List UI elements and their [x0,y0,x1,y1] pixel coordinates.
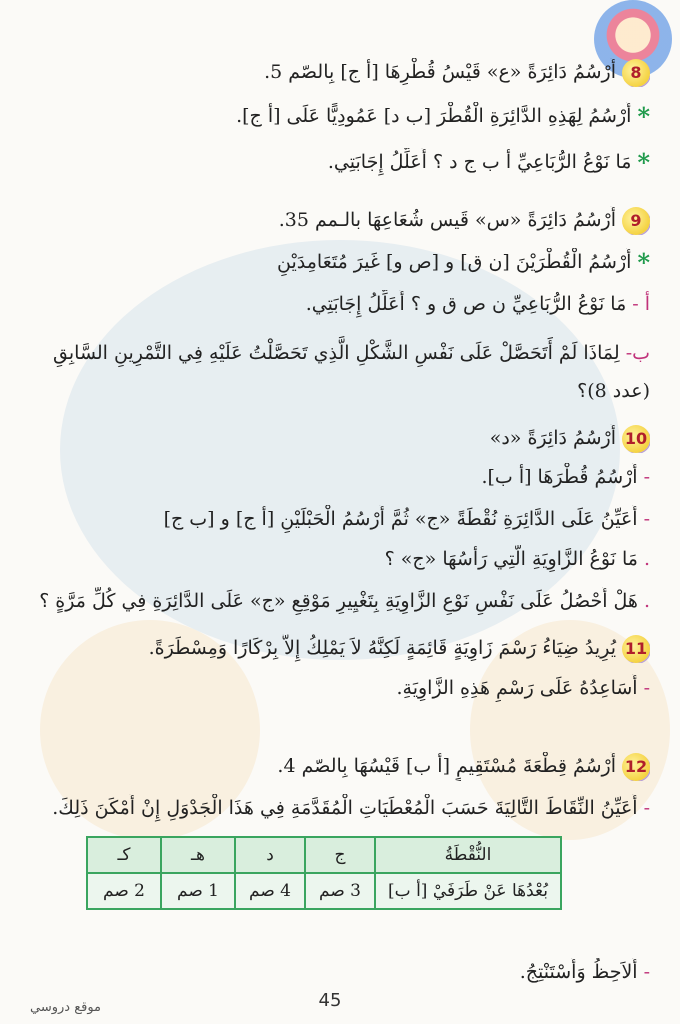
exercise-12 [20,752,650,781]
dash-bullet: - [643,961,650,983]
exercise-8-item-text: مَا نَوْعُ الرُّبَاعِيِّ أ ب ج د ؟ أُعَلِّلُ إِجَابَتِي. [327,151,632,173]
dash-bullet: - [643,466,650,488]
exercise-9-part-b [20,334,650,410]
dash-bullet: - [643,797,650,819]
item-text: أَرْسُمُ قُطْرَهَا [أ ب]. [481,466,638,488]
table-row [87,873,561,909]
site-watermark: موقع دروسي [30,1000,102,1015]
part-label: أ - [632,293,650,315]
exercise-10-item [20,545,650,573]
part-text: مَا نَوْعُ الرُّبَاعِيِّ ن ص ق و ؟ أُعَلِّلُ إِجَابَتِي. [305,293,627,315]
exercise-10-item [20,505,650,533]
table-cell: بُعْدُهَا عَنْ طَرَفَيْ [أ ب] [375,873,561,909]
exercise-number-badge: 12 [622,753,650,781]
page-number: 45 [318,990,342,1011]
points-table [86,836,562,910]
table-cell: ج [305,837,375,873]
item-text: مَا نَوْعُ الزَّاوِيَةِ الَّتِي رَأْسُهَا «ج» ؟ [384,548,638,570]
exercise-9 [20,206,650,235]
dash-bullet: . [643,548,650,570]
exercise-10-text: أَرْسُمُ دَائِرَةً «د» [489,427,616,449]
exercise-number-badge: 8 [622,59,650,87]
exercise-9-item [20,248,650,277]
exercise-12-text: أَرْسُمُ قِطْعَةَ مُسْتَقِيمٍ [أ ب] قَيْسُهَا بِالصّم 4. [277,755,616,777]
exercise-10-item [20,463,650,491]
table-cell: 2 صم [87,873,161,909]
exercise-9-text: أَرْسُمُ دَائِرَةً «س» قَيس شُعَاعِهَا بالـمم 35. [278,209,616,231]
item-text: هَلْ أَحْصُلُ عَلَى نَفْسِ نَوْعِ الزَّاوِيَةِ بِتَغْيِيرِ مَوْقِعِ «ج» عَلَى الدَّائِرَةِ فِي كُلِّ مَرَّةٍ ؟ [39,590,638,612]
star-icon: * [637,148,650,177]
exercise-8-text: أَرْسُمُ دَائِرَةً «ع» قَيْسُ قُطْرِهَا [أ ج] بِالصّم 5. [264,61,616,83]
exercise-9-item-text: أَرْسُمُ الْقُطْرَيْنَ [ن ق] و [ص و] غَيرَ مُتَعَامِدَيْنِ [277,251,632,273]
exercise-number-badge: 11 [622,635,650,663]
exercise-8 [20,58,650,87]
item-text: أُلاَحِظُ وَأَسْتَنْتِجُ. [519,961,638,983]
table-cell: د [235,837,305,873]
item-text: أُعَيِّنُ النِّقَاطَ التَّالِيَةَ حَسَبَ الْمُعْطَيَاتِ الْمُقَدَّمَةِ فِي هَذَا الْجَدْوَلِ إِنْ أَمْكَنَ ذَلِكَ. [52,797,638,819]
table-cell: هـ [161,837,235,873]
dash-bullet: . [643,590,650,612]
exercise-8-item [20,148,650,177]
table-cell: النُّقْطَةُ [375,837,561,873]
dash-bullet: - [643,677,650,699]
table-cell: كـ [87,837,161,873]
table-header-row [87,837,561,873]
exercise-11-text: يُرِيدُ ضِيَاءُ رَسْمَ زَاوِيَةٍ قَائِمَةٍ لَكِنَّهُ لاَ يَمْلِكُ إِلاَّ بِرْكَارًا وَمِسْطَرَةً. [148,637,616,659]
exercise-10-item [20,587,650,615]
exercise-12-item [20,958,650,986]
star-icon: * [637,248,650,277]
exercise-8-item-text: أَرْسُمُ لِهَذِهِ الدَّائِرَةِ الْقُطْرَ [ب د] عَمُودِيًّا عَلَى [أ ج]. [236,105,632,127]
exercise-number-badge: 9 [622,207,650,235]
exercise-8-item [20,102,650,131]
part-label: ب- [625,342,650,364]
star-icon: * [637,102,650,131]
exercise-9-part-a [20,290,650,318]
exercise-10 [20,424,650,453]
exercise-11-item [20,674,650,702]
item-text: أُسَاعِدُهُ عَلَى رَسْمِ هَذِهِ الزَّاوِيَةِ. [396,677,638,699]
item-text: أُعَيِّنُ عَلَى الدَّائِرَةِ نُقْطَةً «ج» ثُمَّ أَرْسُمُ الْحَبْلَيْنِ [أ ج] و [ب ج] [163,508,638,530]
table-cell: 4 صم [235,873,305,909]
dash-bullet: - [643,508,650,530]
table-cell: 1 صم [161,873,235,909]
exercise-11 [20,634,650,663]
exercise-12-item [20,794,650,822]
table-cell: 3 صم [305,873,375,909]
exercise-number-badge: 10 [622,425,650,453]
part-text: لِمَاذَا لَمْ أَتَحَصَّلْ عَلَى نَفْسِ الشَّكْلِ الَّذِي تَحَصَّلْتُ عَلَيْهِ فِي التَّمْرِينِ السَّابِقِ (عدد 8)؟ [53,342,650,402]
